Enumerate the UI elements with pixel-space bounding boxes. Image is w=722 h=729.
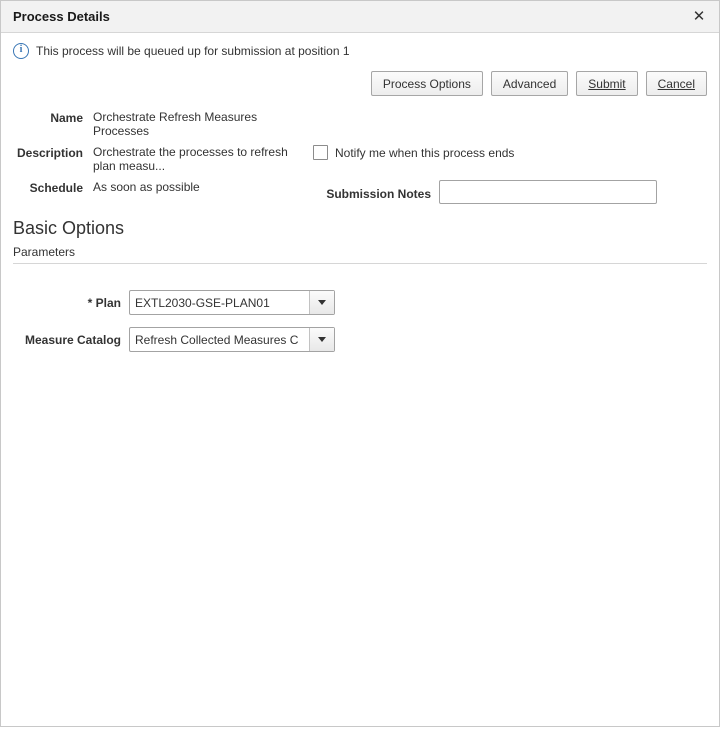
description-value: Orchestrate the processes to refresh plan measu... xyxy=(93,145,288,173)
cancel-button[interactable] xyxy=(646,71,707,96)
submission-notes-row xyxy=(313,180,657,204)
process-form xyxy=(1,96,719,204)
advanced-button[interactable]: Advanced xyxy=(491,71,568,96)
plan-label-text: Plan xyxy=(95,295,121,310)
plan-select[interactable] xyxy=(129,290,335,315)
plan-label xyxy=(13,296,129,310)
dialog-button-bar xyxy=(1,65,719,96)
name-label: Name xyxy=(50,111,83,125)
description-label: Description xyxy=(16,146,83,160)
chevron-down-icon[interactable] xyxy=(309,291,334,314)
page-title: Process Details xyxy=(13,9,110,24)
submit-button[interactable] xyxy=(576,71,637,96)
plan-select-value: EXTL2030-GSE-PLAN01 xyxy=(135,295,270,310)
parameters-subheading: Parameters xyxy=(13,245,76,259)
measure-catalog-select-value: Refresh Collected Measures C xyxy=(135,332,299,347)
info-message xyxy=(1,33,719,65)
notify-checkbox-row[interactable] xyxy=(313,145,514,160)
measure-catalog-row xyxy=(13,327,707,352)
submission-notes-label: Submission Notes xyxy=(326,187,431,201)
info-icon: i xyxy=(13,43,29,59)
measure-catalog-select[interactable] xyxy=(129,327,335,352)
notify-checkbox[interactable] xyxy=(313,145,328,160)
measure-catalog-label: Measure Catalog xyxy=(24,332,121,347)
notify-checkbox-label: Notify me when this process ends xyxy=(335,145,515,160)
submit-button-label: Submit xyxy=(588,76,626,91)
chevron-down-icon[interactable] xyxy=(309,328,334,351)
description-row xyxy=(13,145,707,173)
schedule-row xyxy=(13,180,707,204)
cancel-button-label: Cancel xyxy=(657,76,695,91)
dialog-titlebar xyxy=(1,1,719,33)
required-marker: * xyxy=(87,295,93,310)
process-options-button[interactable]: Process Options xyxy=(371,71,483,96)
plan-row xyxy=(13,290,707,315)
close-icon[interactable]: ✕ xyxy=(689,7,709,27)
schedule-label: Schedule xyxy=(29,181,83,195)
info-message-text: This process will be queued up for submission at position 1 xyxy=(36,44,350,58)
parameters-area xyxy=(1,264,719,352)
name-row xyxy=(13,110,707,138)
schedule-value: As soon as possible xyxy=(93,180,200,194)
basic-options-heading: Basic Options xyxy=(13,218,125,238)
name-value: Orchestrate Refresh Measures Processes xyxy=(93,110,258,138)
submission-notes-input[interactable] xyxy=(439,180,657,204)
